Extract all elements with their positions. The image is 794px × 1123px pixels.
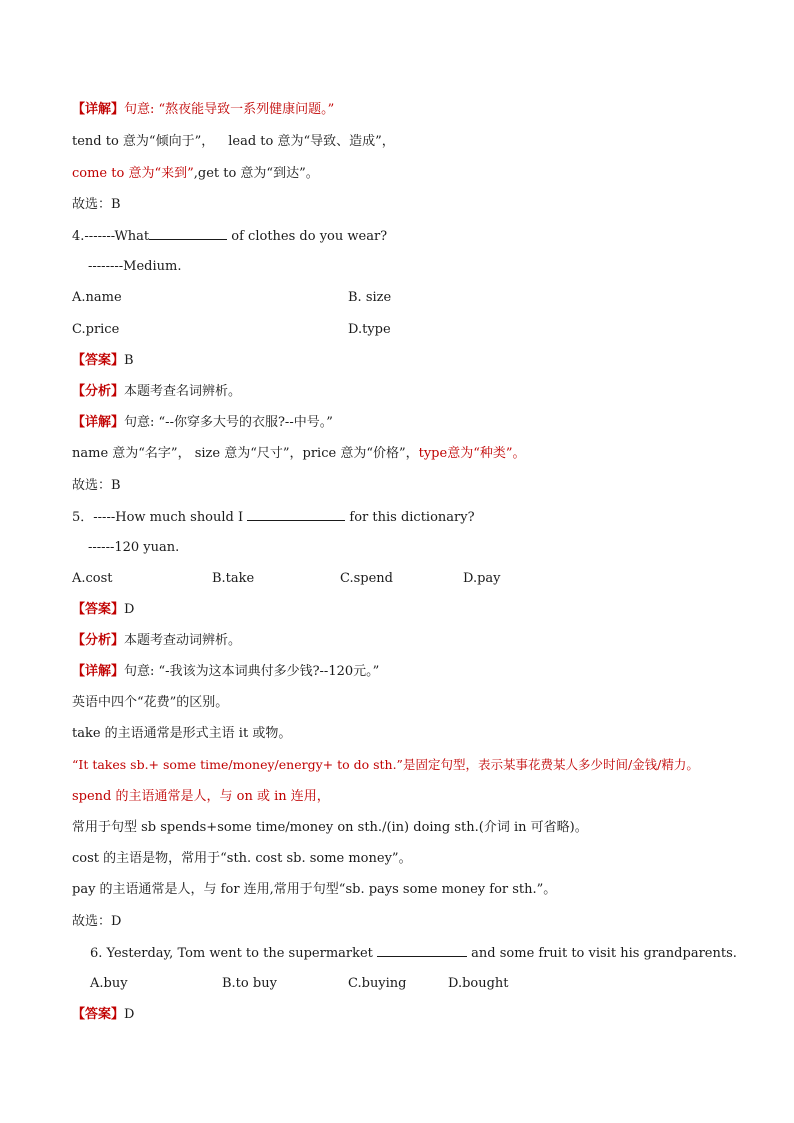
reply-4: --------Medium. — [88, 259, 182, 274]
analysis-line-4 — [72, 383, 241, 401]
detail-tag: 【详解】 — [72, 102, 125, 117]
take-pattern: “It takes sb.+ some time/money/energy+ to do sth.”是固定句型，表示某事花费某人多少时间/金钱/精力。 — [72, 757, 699, 772]
conclusion-5: 故选：D — [72, 914, 122, 929]
detail-text: 句意: “--你穿多大号的衣服?--中号。” — [124, 415, 333, 430]
explain-get: ,get to 意为“到达”。 — [193, 166, 319, 181]
explain-line-q3-1 — [72, 133, 395, 151]
detail-text: 句意: “-我该为这本词典付多少钱?--120元。” — [124, 664, 380, 679]
question-6-start: 6. Yesterday, Tom went to the supermarket — [90, 946, 378, 961]
conclusion-4: 故选：B — [72, 478, 121, 493]
reply-5: ------120 yuan. — [88, 540, 180, 555]
spend-pattern: 常用于句型 sb spends+some time/money on sth./(in) doing sth.(介词 in 可省略)。 — [72, 820, 588, 835]
cost-line: cost 的主语是物，常用于“sth. cost sb. some money”。 — [72, 851, 412, 866]
explain-name: name 意为“名字”， — [72, 446, 191, 461]
answer-line-6 — [72, 1006, 134, 1024]
analysis-text: 本题考查动词辨析。 — [124, 633, 242, 648]
spend-line: spend 的主语通常是人，与 on 或 in 连用， — [72, 789, 330, 804]
answer-line-5 — [72, 601, 134, 619]
detail-text: 句意: “熬夜能导致一系列健康问题。” — [124, 102, 335, 117]
question-4-start: 4.-------What — [72, 229, 150, 244]
option-a: A.buy — [90, 976, 128, 991]
answer-blank — [149, 227, 227, 240]
explain-line-q3-2 — [72, 165, 319, 183]
explain-size: size 意为“尺寸”， — [190, 446, 303, 461]
option-d: D.pay — [463, 571, 501, 586]
question-6-end: and some fruit to visit his grandparents. — [467, 946, 737, 961]
explain-come: come to 意为“来到” — [72, 166, 194, 181]
explain-tend: tend to 意为“倾向于”， — [72, 134, 215, 149]
detail-line-q3 — [72, 101, 334, 119]
option-b: B. size — [348, 290, 392, 305]
question-4-end: of clothes do you wear? — [227, 229, 388, 244]
question-4 — [72, 227, 387, 246]
answer-value: D — [124, 1007, 135, 1022]
option-b: B.take — [212, 571, 255, 586]
detail-line-4 — [72, 414, 333, 432]
answer-value: B — [124, 353, 134, 368]
detail-tag: 【详解】 — [72, 415, 125, 430]
explain-type: type意为“种类”。 — [418, 446, 526, 461]
question-5-end: for this dictionary? — [345, 510, 475, 525]
explain-lead: lead to 意为“导致、造成”， — [228, 134, 395, 149]
option-a: A.name — [72, 290, 122, 305]
answer-value: D — [124, 602, 135, 617]
question-5 — [72, 508, 475, 527]
detail-line-5 — [72, 663, 379, 681]
question-6 — [90, 944, 737, 963]
pay-line: pay 的主语通常是人，与 for 连用,常用于句型“sb. pays some money for sth.”。 — [72, 882, 557, 897]
explain-line-4 — [72, 445, 526, 463]
detail-tag: 【详解】 — [72, 664, 125, 679]
answer-blank — [377, 944, 467, 957]
option-c: C.price — [72, 322, 120, 337]
option-a: A.cost — [72, 571, 113, 586]
option-b: B.to buy — [222, 976, 277, 991]
explain-price: price 意为“价格”， — [302, 446, 419, 461]
conclusion-q3: 故选：B — [72, 197, 121, 212]
analysis-tag: 【分析】 — [72, 384, 125, 399]
take-line: take 的主语通常是形式主语 it 或物。 — [72, 726, 292, 741]
answer-blank — [247, 508, 345, 521]
answer-tag: 【答案】 — [72, 602, 125, 617]
answer-tag: 【答案】 — [72, 1007, 125, 1022]
answer-tag: 【答案】 — [72, 353, 125, 368]
intro-line-5: 英语中四个“花费”的区别。 — [72, 695, 229, 710]
question-5-start: 5．-----How much should I — [72, 510, 248, 525]
analysis-line-5 — [72, 632, 241, 650]
option-c: C.spend — [340, 571, 393, 586]
option-d: D.type — [348, 322, 391, 337]
analysis-tag: 【分析】 — [72, 633, 125, 648]
option-c: C.buying — [348, 976, 407, 991]
analysis-text: 本题考查名词辨析。 — [124, 384, 242, 399]
answer-line-4 — [72, 352, 134, 370]
option-d: D.bought — [448, 976, 509, 991]
